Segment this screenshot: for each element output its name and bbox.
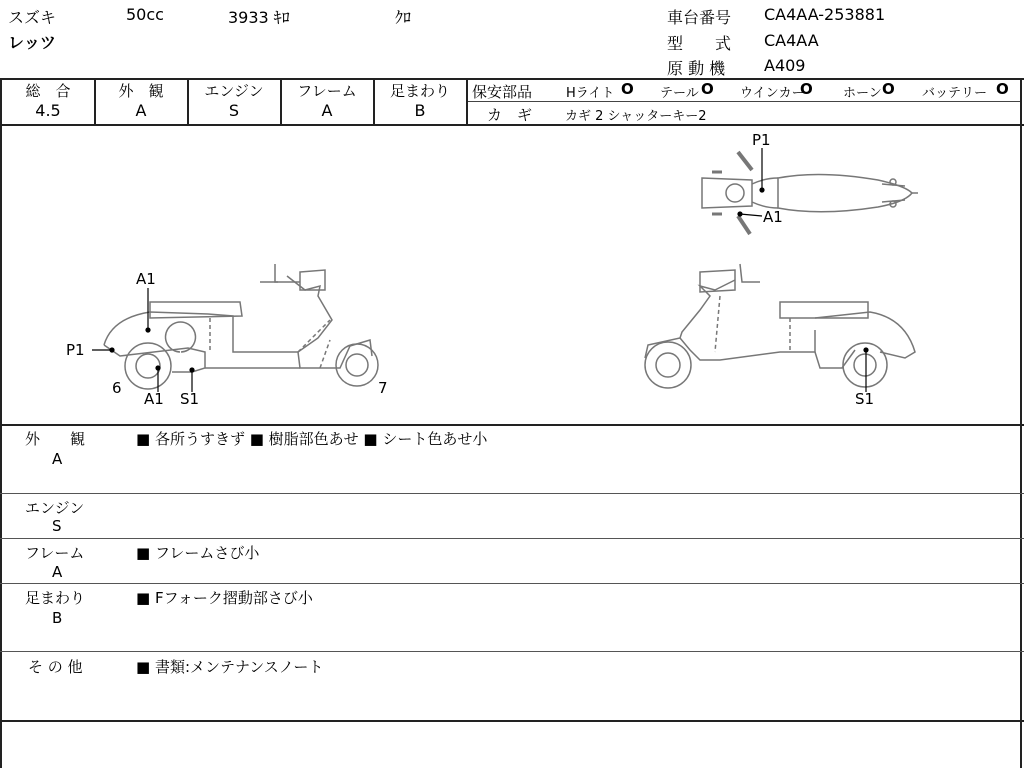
- section-suspension-title: 足まわり: [25, 589, 86, 607]
- scooter-top-view: [702, 152, 918, 234]
- section-engine-grade: S: [52, 517, 62, 535]
- section-other-title: そ の 他: [28, 658, 83, 676]
- color: ｸﾛ: [395, 8, 412, 27]
- score-exterior-label: 外 観: [118, 82, 164, 100]
- score-suspension-value: B: [414, 101, 426, 120]
- score-engine-label: エンジン: [204, 82, 264, 100]
- section-suspension-grade: B: [52, 609, 63, 627]
- label-a1-left-lower: A1: [144, 390, 164, 408]
- displacement: 50cc: [126, 5, 164, 24]
- engine-label: 原 動 機: [667, 59, 726, 78]
- safety-horn-mark: O: [882, 80, 895, 98]
- mileage: 3933 ｷﾛ: [228, 8, 290, 27]
- frame-no: CA4AA-253881: [764, 5, 886, 24]
- key-value: カギ 2 シャッターキー2: [565, 109, 707, 124]
- safety-headlight: Hライト: [566, 86, 615, 101]
- label-s1-right: S1: [855, 390, 875, 408]
- label-p1-top: P1: [752, 131, 771, 149]
- safety-battery: バッテリー: [922, 86, 988, 101]
- model-name: レッツ: [8, 33, 56, 52]
- type-label: 型 式: [667, 34, 732, 53]
- right-border: [1020, 78, 1022, 768]
- label-p1-left: P1: [66, 341, 85, 359]
- score-total-value: 4.5: [35, 101, 61, 120]
- label-seven: 7: [378, 379, 388, 397]
- safety-tail: テール: [660, 86, 699, 101]
- label-six: 6: [112, 379, 122, 397]
- key-label: カ ギ: [487, 106, 533, 124]
- score-exterior-value: A: [135, 101, 147, 120]
- safety-winker-mark: O: [800, 80, 813, 98]
- safety-headlight-mark: O: [621, 80, 634, 98]
- section-frame-grade: A: [52, 563, 63, 581]
- safety-divider: [467, 101, 1022, 102]
- section-suspension-notes: ■ Fフォーク摺動部さび小: [136, 589, 313, 607]
- label-a1-top: A1: [763, 208, 783, 226]
- scooter-right-view: [645, 264, 915, 388]
- section-other-notes: ■ 書類:メンテナンスノート: [136, 658, 324, 676]
- frame-no-label: 車台番号: [667, 8, 732, 27]
- score-engine-value: S: [228, 101, 240, 120]
- safety-winker: ウインカー: [740, 86, 805, 101]
- section-frame-notes: ■ フレームさび小: [136, 544, 260, 562]
- label-s1-left: S1: [180, 390, 200, 408]
- engine-value: A409: [764, 56, 806, 75]
- score-frame-label: フレーム: [297, 82, 357, 100]
- safety-label: 保安部品: [472, 83, 533, 101]
- maker: スズキ: [8, 8, 57, 27]
- safety-tail-mark: O: [701, 80, 714, 98]
- score-total-label: 総 合: [25, 82, 71, 100]
- score-suspension-label: 足まわり: [389, 82, 450, 100]
- section-exterior-grade: A: [52, 450, 63, 468]
- section-engine-title: エンジン: [25, 499, 85, 517]
- safety-horn: ホーン: [843, 86, 882, 101]
- section-frame-title: フレーム: [25, 544, 85, 562]
- section-exterior-notes: ■ 各所うすきず ■ 樹脂部色あせ ■ シート色あせ小: [136, 430, 488, 448]
- section-exterior-title: 外 観: [25, 430, 86, 448]
- label-a1-left-upper: A1: [136, 270, 156, 288]
- score-frame-value: A: [321, 101, 333, 120]
- type-value: CA4AA: [764, 31, 819, 50]
- safety-battery-mark: O: [996, 80, 1009, 98]
